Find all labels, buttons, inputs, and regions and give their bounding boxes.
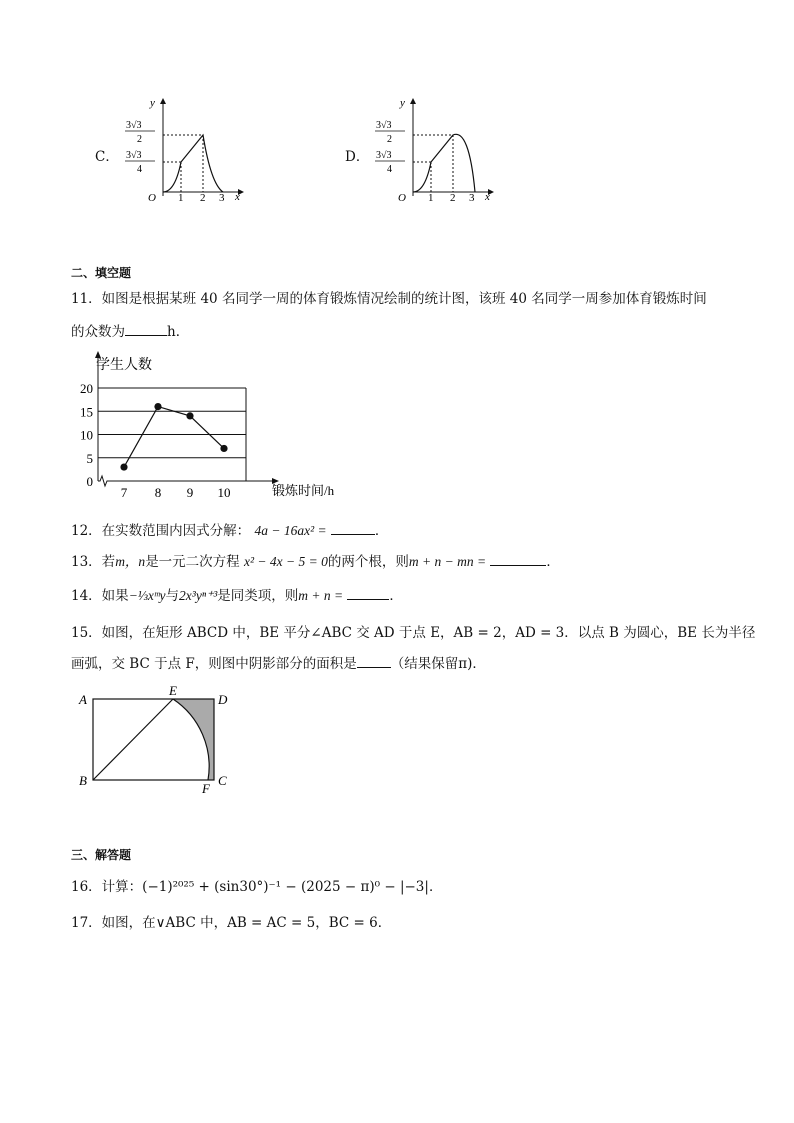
x-tick-label: 9 bbox=[186, 485, 194, 500]
q11-line2 bbox=[71, 321, 189, 342]
point-d: D bbox=[218, 692, 228, 707]
q16: 16．计算：(−1)²⁰²⁵ + (sin30°)⁻¹ − (2025 − π)⁰ − |−3|． bbox=[71, 879, 443, 895]
q11-line2-post: h． bbox=[167, 324, 190, 340]
x-tick-label: 8 bbox=[154, 485, 162, 500]
data-point bbox=[186, 412, 193, 419]
q17: 17．如图，在∨ABC 中，AB = AC = 5，BC = 6． bbox=[71, 915, 392, 931]
q14-term1: −⅓xᵐy bbox=[128, 588, 166, 603]
shaded-region bbox=[173, 699, 214, 780]
q14-expr: m + n = bbox=[298, 588, 344, 603]
section-title-solve: 三、解答题 bbox=[71, 848, 132, 862]
option-c-graph bbox=[95, 96, 255, 206]
option-c bbox=[95, 96, 255, 206]
y-axis-label: y bbox=[150, 97, 155, 109]
data-point bbox=[220, 445, 227, 452]
q14-answer-blank[interactable] bbox=[347, 585, 389, 600]
chart-title: 学生人数 bbox=[96, 358, 152, 373]
q13-pre: 13．若 bbox=[71, 554, 116, 570]
y-tick-label: 20 bbox=[80, 381, 93, 396]
y-top-den: 2 bbox=[387, 134, 392, 145]
y-tick-label: 5 bbox=[86, 450, 93, 466]
q14-term2: 2x³yⁿ⁺³ bbox=[179, 588, 218, 603]
rectangle-figure bbox=[75, 685, 245, 795]
tick-3: 3 bbox=[469, 192, 475, 204]
q13-mid2: 的两个根，则 bbox=[327, 554, 409, 570]
q13-eq: x² − 4x − 5 = 0 bbox=[243, 554, 328, 569]
option-d bbox=[345, 96, 505, 206]
section-title-fill-blank: 二、填空题 bbox=[71, 266, 132, 280]
q15-line2-pre: 画弧，交 BC 于点 F，则图中阴影部分的面积是 bbox=[71, 656, 357, 672]
point-c: C bbox=[218, 773, 227, 788]
point-f: F bbox=[202, 781, 210, 796]
exercise-time-chart bbox=[68, 350, 348, 500]
y-top-den: 2 bbox=[137, 134, 142, 145]
q14-mid2: 是同类项，则 bbox=[217, 588, 299, 604]
y-top-num: 3√3 bbox=[376, 120, 392, 131]
y-mid-num: 3√3 bbox=[126, 150, 142, 161]
q12-answer-blank[interactable] bbox=[331, 520, 375, 535]
point-a: A bbox=[79, 692, 87, 707]
q13-expr: m + n − mn = bbox=[408, 554, 487, 569]
q14-post: ． bbox=[389, 588, 403, 604]
q12 bbox=[71, 520, 388, 541]
y-axis-label: y bbox=[400, 97, 405, 109]
y-tick-label: 0 bbox=[86, 474, 93, 489]
q12-expr: 4a − 16ax² = bbox=[254, 523, 327, 538]
y-tick-label: 10 bbox=[80, 427, 93, 443]
q14-pre: 14．如果 bbox=[71, 588, 129, 604]
origin-label: O bbox=[398, 192, 406, 204]
y-tick-label: 15 bbox=[80, 404, 93, 420]
option-d-graph bbox=[345, 96, 505, 206]
data-point bbox=[120, 463, 127, 470]
y-mid-num: 3√3 bbox=[376, 150, 392, 161]
q13-vars: m，n bbox=[115, 554, 146, 569]
q13-post: ． bbox=[546, 554, 560, 570]
q14-mid: 与 bbox=[165, 588, 180, 604]
x-axis-title: 锻炼时间/h bbox=[272, 483, 335, 498]
q15-line1: 15．如图，在矩形 ABCD 中，BE 平分∠ABC 交 AD 于点 E，AB = 2，AD = 3．以点 B 为圆心，BE 长为半径 bbox=[71, 625, 756, 641]
q11-line2-pre: 的众数为 bbox=[71, 324, 125, 340]
q11-line1: 11．如图是根据某班 40 名同学一周的体育锻炼情况绘制的统计图，该班 40 名同学一周参加体育锻炼时间 bbox=[71, 291, 707, 307]
tick-3: 3 bbox=[219, 192, 225, 204]
y-axis-arrow bbox=[95, 351, 101, 358]
point-e: E bbox=[169, 683, 177, 698]
x-axis-label: x bbox=[485, 191, 490, 203]
segment-be bbox=[93, 699, 173, 780]
q13-mid: 是一元二次方程 bbox=[145, 554, 240, 570]
origin-label: O bbox=[148, 192, 156, 204]
option-c-label: C． bbox=[95, 149, 119, 165]
tick-2: 2 bbox=[200, 192, 206, 204]
x-tick-label: 7 bbox=[120, 485, 128, 500]
x-axis-label: x bbox=[235, 191, 240, 203]
option-d-label: D． bbox=[345, 149, 370, 165]
point-b: B bbox=[79, 773, 87, 788]
x-tick-label: 10 bbox=[217, 485, 231, 500]
q13 bbox=[71, 551, 560, 572]
q11-answer-blank[interactable] bbox=[125, 321, 167, 336]
q14 bbox=[71, 585, 403, 606]
q13-answer-blank[interactable] bbox=[490, 551, 546, 566]
data-point bbox=[154, 403, 161, 410]
y-top-num: 3√3 bbox=[126, 120, 142, 131]
tick-1: 1 bbox=[178, 192, 184, 204]
q15-answer-blank[interactable] bbox=[357, 653, 391, 668]
q15-line2 bbox=[71, 653, 486, 674]
y-mid-den: 4 bbox=[137, 164, 142, 175]
tick-2: 2 bbox=[450, 192, 456, 204]
q12-pre: 12．在实数范围内因式分解： bbox=[71, 523, 251, 539]
q12-post: ． bbox=[374, 523, 389, 539]
y-mid-den: 4 bbox=[387, 164, 392, 175]
tick-1: 1 bbox=[428, 192, 434, 204]
q15-line2-post: （结果保留π)． bbox=[390, 656, 486, 672]
